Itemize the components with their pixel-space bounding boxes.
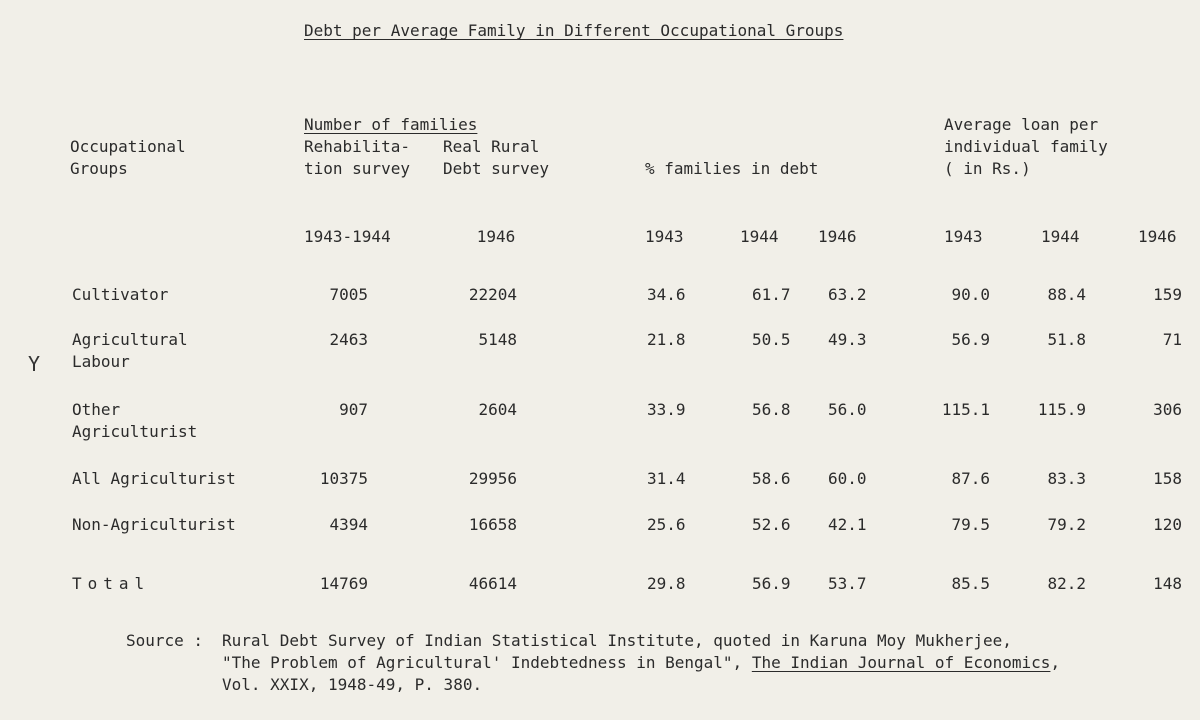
margin-pen-mark: Y — [28, 352, 41, 376]
table-title: Debt per Average Family in Different Occupational Groups — [304, 21, 844, 40]
cell-loan-1944: 79.2 — [1047, 515, 1086, 534]
year-loan-1944: 1944 — [1041, 227, 1080, 246]
cell-loan-1944: 88.4 — [1047, 285, 1086, 304]
cell-rehab: 7005 — [329, 285, 368, 304]
header-real-line1: Real Rural — [443, 137, 540, 156]
cell-pct-1944: 50.5 — [752, 330, 791, 349]
cell-loan-1946: 306 — [1153, 400, 1182, 419]
source-line3: Vol. XXIX, 1948-49, P. 380. — [222, 675, 483, 694]
year-pct-1946: 1946 — [818, 227, 857, 246]
cell-rehab: 14769 — [319, 574, 368, 593]
row-group-label: Labour — [72, 352, 130, 371]
cell-pct-1943: 34.6 — [647, 285, 686, 304]
cell-rehab: 907 — [339, 400, 368, 419]
source-line2-pre: "The Problem of Agricultural' Indebtedness in Bengal", — [222, 653, 752, 672]
cell-loan-1946: 71 — [1162, 330, 1182, 349]
header-avg-loan-line1: Average loan per — [944, 115, 1099, 134]
header-rehab-line2: tion survey — [304, 159, 410, 178]
header-number-of-families: Number of families — [304, 115, 478, 134]
header-avg-loan-line2: individual family — [944, 137, 1108, 156]
year-real: 1946 — [476, 227, 516, 246]
row-group-label: All Agriculturist — [72, 469, 236, 488]
source-label: Source : — [126, 631, 204, 650]
cell-loan-1944: 82.2 — [1047, 574, 1086, 593]
row-group-label: Total — [72, 574, 151, 593]
cell-pct-1946: 60.0 — [828, 469, 867, 488]
cell-real: 5148 — [478, 330, 517, 349]
cell-real: 22204 — [468, 285, 517, 304]
row-group-label: Agricultural — [72, 330, 188, 349]
cell-loan-1943: 85.5 — [951, 574, 990, 593]
cell-pct-1946: 53.7 — [828, 574, 867, 593]
cell-pct-1943: 31.4 — [647, 469, 686, 488]
cell-loan-1943: 87.6 — [951, 469, 990, 488]
row-group-label: Other — [72, 400, 121, 419]
source-line1: Rural Debt Survey of Indian Statistical Institute, quoted in Karuna Moy Mukherjee, — [222, 631, 1012, 650]
row-group-label: Agriculturist — [72, 422, 198, 441]
cell-pct-1944: 52.6 — [752, 515, 791, 534]
cell-pct-1946: 63.2 — [828, 285, 867, 304]
header-occupational-line1: Occupational — [70, 137, 186, 156]
source-line2 — [222, 652, 1060, 674]
cell-rehab: 10375 — [319, 469, 368, 488]
cell-pct-1943: 29.8 — [647, 574, 686, 593]
year-rehab: 1943-1944 — [304, 227, 391, 246]
cell-loan-1944: 83.3 — [1047, 469, 1086, 488]
cell-loan-1946: 158 — [1153, 469, 1182, 488]
row-group-label: Cultivator — [72, 285, 169, 304]
cell-pct-1946: 42.1 — [828, 515, 867, 534]
cell-pct-1943: 25.6 — [647, 515, 686, 534]
cell-pct-1943: 33.9 — [647, 400, 686, 419]
cell-pct-1943: 21.8 — [647, 330, 686, 349]
year-pct-1943: 1943 — [645, 227, 684, 246]
cell-loan-1944: 51.8 — [1047, 330, 1086, 349]
cell-real: 2604 — [478, 400, 517, 419]
header-avg-loan-line3: ( in Rs.) — [944, 159, 1031, 178]
header-pct-in-debt: % families in debt — [645, 159, 819, 178]
cell-loan-1943: 79.5 — [951, 515, 990, 534]
cell-pct-1944: 56.8 — [752, 400, 791, 419]
cell-pct-1946: 49.3 — [828, 330, 867, 349]
cell-loan-1946: 120 — [1153, 515, 1182, 534]
row-group-label: Non-Agriculturist — [72, 515, 236, 534]
cell-loan-1946: 159 — [1153, 285, 1182, 304]
year-loan-1946: 1946 — [1138, 227, 1177, 246]
header-occupational-line2: Groups — [70, 159, 128, 178]
cell-loan-1946: 148 — [1153, 574, 1182, 593]
journal-title: The Indian Journal of Economics — [751, 653, 1051, 672]
cell-loan-1944: 115.9 — [1037, 400, 1086, 419]
source-line2-post: , — [1050, 653, 1061, 672]
cell-real: 29956 — [468, 469, 517, 488]
year-pct-1944: 1944 — [740, 227, 779, 246]
cell-real: 16658 — [468, 515, 517, 534]
year-loan-1943: 1943 — [944, 227, 983, 246]
cell-pct-1944: 58.6 — [752, 469, 791, 488]
cell-loan-1943: 115.1 — [941, 400, 990, 419]
cell-loan-1943: 56.9 — [951, 330, 990, 349]
header-real-line2: Debt survey — [443, 159, 549, 178]
header-rehab-line1: Rehabilita- — [304, 137, 410, 156]
cell-loan-1943: 90.0 — [951, 285, 990, 304]
cell-pct-1944: 56.9 — [752, 574, 791, 593]
cell-pct-1944: 61.7 — [752, 285, 791, 304]
cell-rehab: 4394 — [329, 515, 368, 534]
cell-pct-1946: 56.0 — [828, 400, 867, 419]
cell-rehab: 2463 — [329, 330, 368, 349]
cell-real: 46614 — [468, 574, 517, 593]
